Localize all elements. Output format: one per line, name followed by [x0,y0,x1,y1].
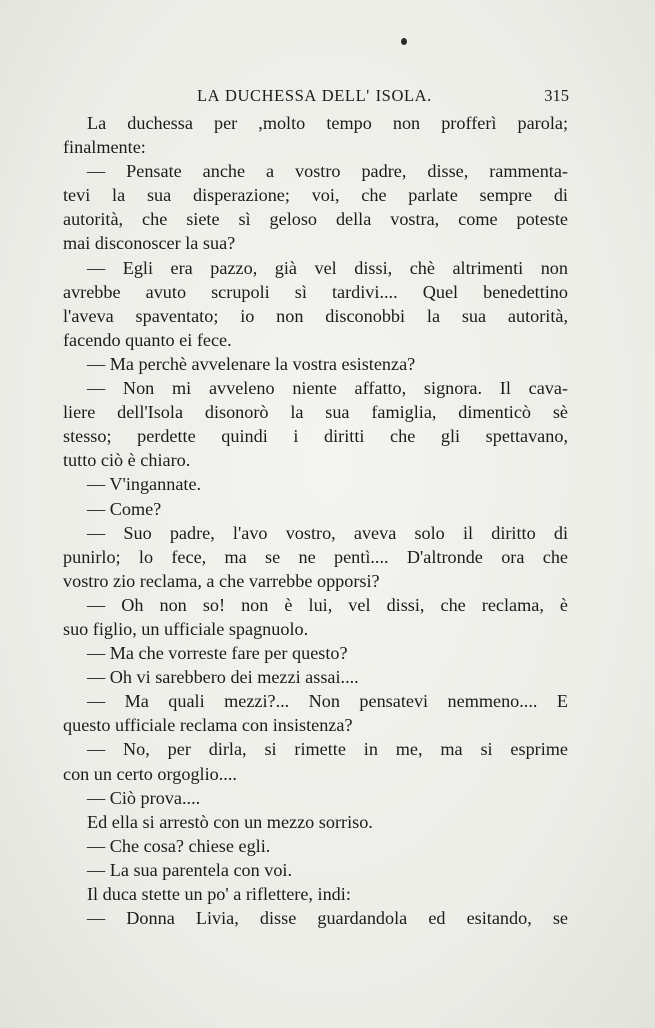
text-line: autorità, che siete sì geloso della vostra, come poteste [63,209,568,230]
text-line: tutto ciò è chiaro. [63,450,191,471]
ink-speck [401,38,407,45]
body-text [63,111,568,930]
text-line: — Ma quali mezzi?... Non pensatevi nemmeno.... E [87,691,568,712]
text-line: avrebbe avuto scrupoli sì tardivi.... Quel benedettino [63,281,568,302]
text-line: — Ciò prova.... [87,787,201,808]
text-line: — Egli era pazzo, già vel dissi, chè altrimenti non [87,257,568,278]
text-line: stesso; perdette quindi i diritti che gli spettavano, [63,426,568,447]
text-line: suo figlio, un ufficiale spagnuolo. [63,618,309,639]
text-line: tevi la sua disperazione; voi, che parlate sempre di [63,185,568,206]
text-line: — No, per dirla, si rimette in me, ma si esprime [87,739,568,760]
running-title: LA DUCHESSA DELL' ISOLA. [197,86,432,105]
text-line: — Donna Livia, disse guardandola ed esitando, se [87,908,568,929]
text-line: — Suo padre, l'avo vostro, aveva solo il diritto di [87,522,568,543]
text-line: — La sua parentela con voi. [87,859,293,880]
text-line: facendo quanto ei fece. [63,329,232,350]
text-line: Il duca stette un po' a riflettere, indi: [87,884,351,904]
text-line: Ed ella si arrestò con un mezzo sorriso. [87,811,373,832]
text-line: — Pensate anche a vostro padre, disse, rammenta- [87,161,568,182]
text-line: liere dell'Isola disonorò la sua famiglia, dimenticò sè [63,402,568,423]
text-line: — Che cosa? chiese egli. [87,835,271,856]
text-line: con un certo orgoglio.... [63,763,237,784]
text-line: — Ma perchè avvelenare la vostra esistenza? [87,353,416,374]
text-line: finalmente: [63,137,146,158]
page-number: 315 [544,86,569,105]
text-line: — Come? [87,498,162,519]
text-line: punirlo; lo fece, ma se ne pentì.... D'altronde ora che [63,546,568,567]
text-line: — Non mi avveleno niente affatto, signora. Il cava- [87,378,568,399]
text-line: mai disconoscer la sua? [63,233,236,254]
text-line: questo ufficiale reclama con insistenza? [63,715,353,736]
text-line: l'aveva spaventato; io non disconobbi la sua autorità, [63,305,568,326]
text-line: — Ma che vorreste fare per questo? [87,643,348,664]
page-header [197,86,569,110]
text-line: La duchessa per ,molto tempo non profferì parola; [87,113,568,133]
text-line: — Oh vi sarebbero dei mezzi assai.... [87,667,359,688]
text-line: — V'ingannate. [87,474,202,495]
text-line: vostro zio reclama, a che varrebbe opporsi? [63,570,380,591]
text-line: — Oh non so! non è lui, vel dissi, che reclama, è [87,594,568,615]
